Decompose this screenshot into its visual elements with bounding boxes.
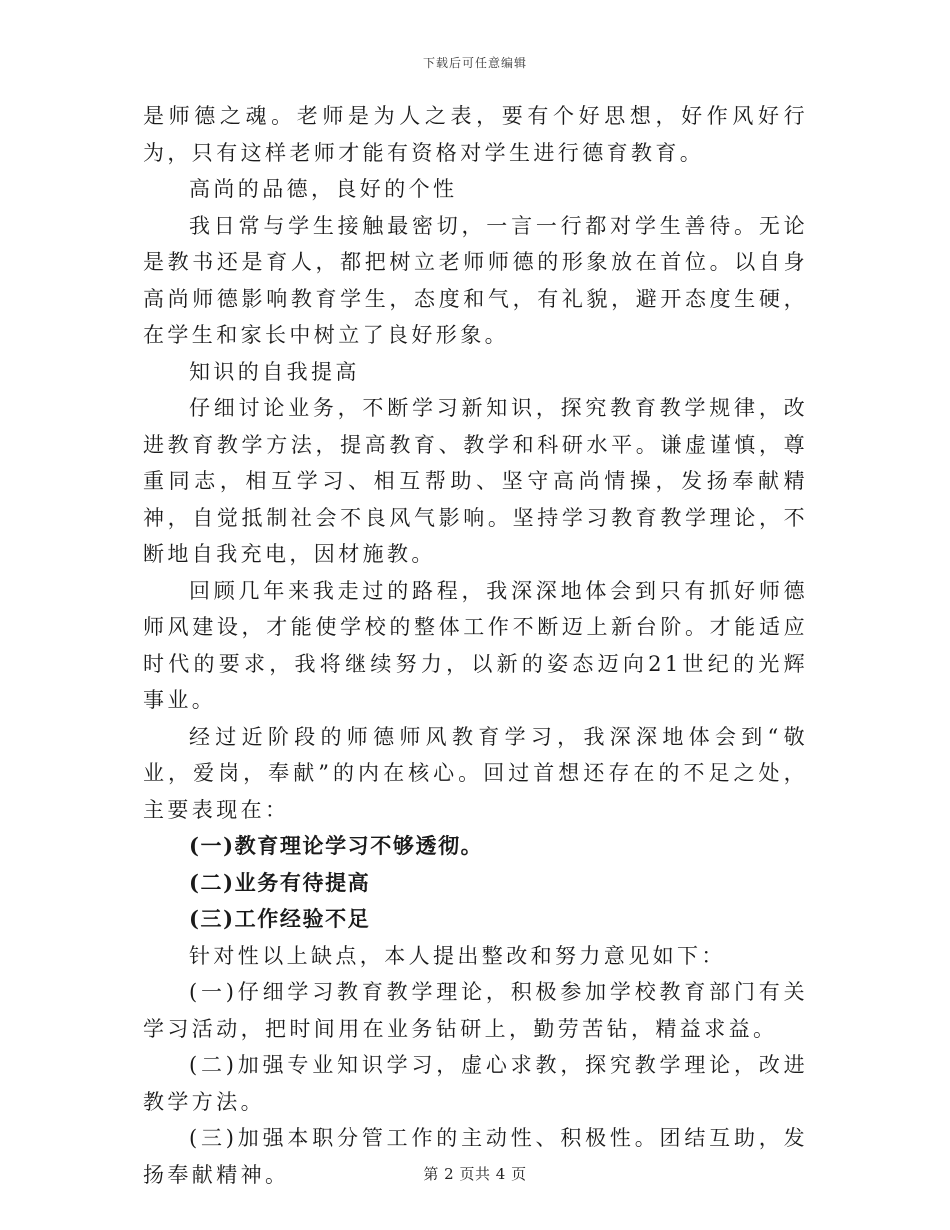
shortcoming-item: (二)业务有待提高 xyxy=(189,869,371,895)
page-header: 下载后可任意编辑 xyxy=(422,56,527,70)
section-heading: 高尚的品德，良好的个性 xyxy=(189,177,458,201)
shortcoming-item: (三)工作经验不足 xyxy=(189,906,371,931)
paragraph: 是师德之魂。老师是为人之表，要有个好思想，好作风好行为，只有这样老师才能有资格对学生进行德育教育。 xyxy=(143,104,808,165)
paragraph: 回顾几年来我走过的路程，我深深地体会到只有抓好师德师风建设，才能使学校的整体工作不断迈上新台阶。才能适应时代的要求，我将继续努力，以新的姿态迈向21世纪的光辉事业。 xyxy=(143,578,808,712)
document-body xyxy=(143,98,808,1193)
improvement-item: (二)加强专业知识学习，虚心求教，探究教学理论，改进教学方法。 xyxy=(143,1053,808,1114)
paragraph: 针对性以上缺点，本人提出整改和努力意见如下： xyxy=(189,943,726,968)
paragraph: 仔细讨论业务，不断学习新知识，探究教育教学规律，改进教育教学方法，提高教育、教学和科研水平。谦虚谨慎，尊重同志，相互学习、相互帮助、坚守高尚情操，发扬奉献精神，自觉抵制社会不良风气影响。坚持学习教育教学理论，不断地自我充电，因材施教。 xyxy=(143,396,808,566)
shortcoming-item: (一)教育理论学习不够透彻。 xyxy=(189,833,484,858)
section-heading: 知识的自我提高 xyxy=(189,359,360,384)
paragraph: 我日常与学生接触最密切，一言一行都对学生善待。无论是教书还是育人，都把树立老师师德的形象放在首位。以自身高尚师德影响教育学生，态度和气，有礼貌，避开态度生硬，在学生和家长中树立了良好形象。 xyxy=(143,213,808,347)
improvement-item: (三)加强本职分管工作的主动性、积极性。团结互助，发扬奉献精神。 xyxy=(143,1126,808,1187)
paragraph: 经过近阶段的师德师风教育学习，我深深地体会到“敬业，爱岗，奉献”的内在核心。回过首想还存在的不足之处，主要表现在： xyxy=(143,724,808,822)
improvement-item: (一)仔细学习教育教学理论，积极参加学校教育部门有关学习活动，把时间用在业务钻研上，勤劳苦钻，精益求益。 xyxy=(143,980,808,1041)
page-number: 第 2 页共 4 页 xyxy=(423,1165,527,1183)
